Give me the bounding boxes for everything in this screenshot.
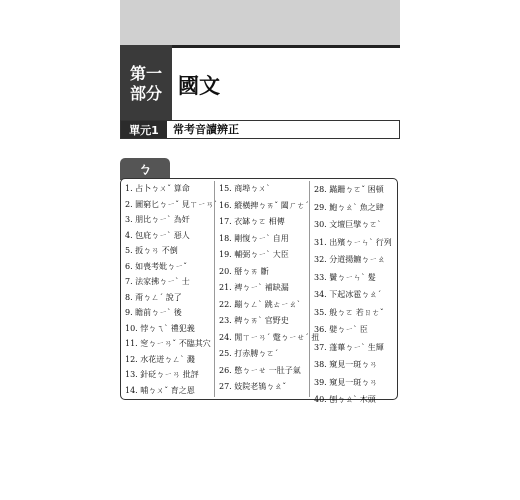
list-item: 31. 出殯ㄅㄧㄣˋ 行列	[314, 237, 392, 247]
list-item: 14. 哺ㄅㄨˇ 育之恩	[125, 385, 195, 395]
unit-label: 單元1	[121, 121, 167, 138]
list-item: 23. 稗ㄅㄞˋ 官野史	[219, 316, 289, 325]
list-item: 13. 針砭ㄅㄧㄢ 批評	[125, 370, 199, 379]
list-item: 18. 剛愎ㄅㄧˋ 自用	[219, 233, 289, 243]
list-item: 8. 甭ㄅㄥˊ 說了	[125, 292, 182, 302]
list-item: 25. 打赤膊ㄅㄛˊ	[219, 349, 279, 358]
list-item: 27. 妓院老鴇ㄅㄠˇ	[219, 382, 287, 391]
list-column-1	[121, 181, 218, 398]
list-item: 11. 窆ㄅㄧㄢˇ 不臨其穴	[125, 339, 211, 348]
list-item: 26. 憋ㄅㄧㄝ 一肚子氣	[219, 365, 301, 375]
header-shade-bar	[120, 0, 400, 45]
list-item: 9. 瞻前ㄅㄧˋ 後	[125, 308, 182, 317]
list-item: 10. 悖ㄅㄟˋ 禮犯義	[125, 323, 195, 333]
list-item: 35. 般ㄅㄛ 若ㄖㄜˇ	[314, 307, 384, 317]
list-item: 29. 鮑ㄅㄠˋ 魚之肆	[314, 202, 384, 212]
part-title: 國文	[172, 48, 400, 123]
list-item: 17. 衣缽ㄅㄛ 相傳	[219, 217, 285, 226]
list-item: 39. 窺見一斑ㄅㄢ	[314, 377, 378, 387]
list-item: 12. 水花迸ㄅㄥˋ 濺	[125, 354, 195, 364]
list-item: 5. 扳ㄅㄢ 不倒	[125, 246, 178, 255]
list-item: 34. 下起冰雹ㄅㄠˊ	[314, 290, 382, 299]
list-item: 24. 閒ㄒㄧㄢˊ 蹩ㄅㄧㄝˊ 扭	[219, 332, 320, 342]
list-item: 21. 裨ㄅㄧˋ 補缺漏	[219, 283, 289, 292]
list-item: 37. 蓬蓽ㄅㄧˋ 生輝	[314, 342, 384, 352]
list-item: 33. 鬢ㄅㄧㄣˋ 髮	[314, 272, 376, 282]
part-label-line1: 第一	[129, 64, 162, 83]
list-item: 3. 朋比ㄅㄧˋ 為奸	[125, 215, 190, 224]
list-item: 16. 縱橫捭ㄅㄞˇ 闔ㄏㄜˊ	[219, 200, 309, 210]
list-item: 2. 圖窮匕ㄅㄧˇ 見ㄒㄧㄢˋ	[125, 199, 218, 209]
word-list-box	[120, 178, 398, 404]
list-item: 40. 刨ㄅㄠˋ 木頭	[314, 395, 376, 404]
list-item: 22. 蹦ㄅㄥˋ 跳ㄊㄧㄠˋ	[219, 299, 301, 309]
list-column-2	[214, 181, 320, 397]
list-item: 4. 包庇ㄅㄧˋ 惡人	[125, 230, 190, 240]
list-item: 38. 窺見一斑ㄅㄢ	[314, 360, 378, 369]
list-item: 7. 法家拂ㄅㄧˋ 士	[125, 277, 190, 286]
list-item: 20. 掰ㄅㄞ 斷	[219, 266, 269, 276]
list-item: 32. 分道揚鑣ㄅㄧㄠ	[314, 255, 386, 264]
part-label-box	[120, 45, 172, 123]
list-item: 19. 輔弼ㄅㄧˋ 大臣	[219, 250, 289, 259]
unit-title: 常考音讀辨正	[173, 123, 239, 136]
list-item: 28. 蹣跚ㄅㄛˇ 困頓	[314, 185, 384, 194]
list-item: 1. 占卜ㄅㄨˇ 算命	[125, 184, 190, 193]
list-item: 15. 商埠ㄅㄨˋ	[219, 184, 271, 193]
section-tab: ㄅ	[120, 158, 170, 180]
part-label-line2: 部分	[129, 84, 162, 103]
list-column-3	[309, 181, 398, 404]
list-item: 36. 嬖ㄅㄧˋ 臣	[314, 325, 368, 334]
list-item: 6. 如喪考妣ㄅㄧˇ	[125, 261, 188, 271]
unit-heading	[120, 120, 400, 139]
list-item: 30. 文壇巨擘ㄅㄛˋ	[314, 220, 382, 229]
